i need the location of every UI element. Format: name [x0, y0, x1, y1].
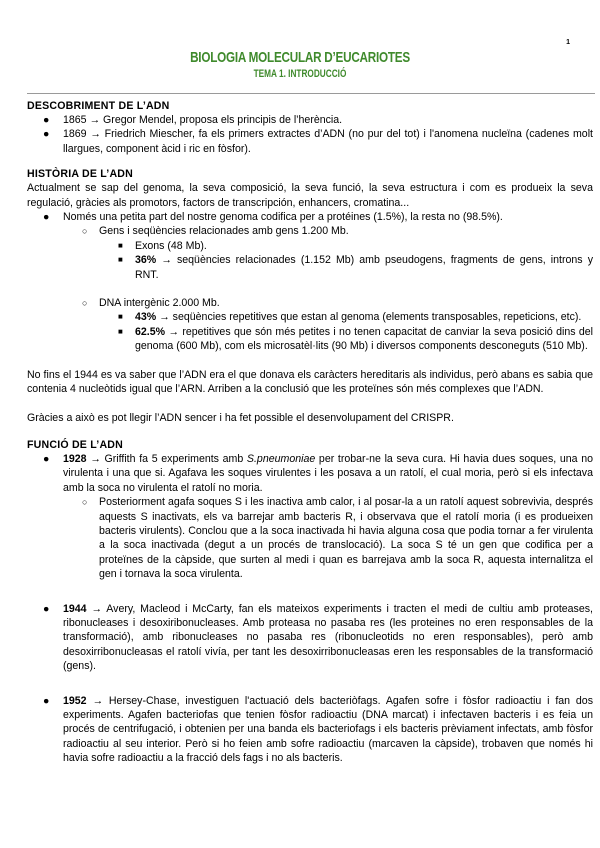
bullet-square-icon: ■ — [118, 240, 123, 250]
bullet-circle-icon: ○ — [82, 497, 88, 508]
section-heading-funcio: FUNCIÓ DE L’ADN — [27, 438, 123, 451]
bullet-circle-icon: ○ — [82, 298, 88, 309]
funcio-list — [27, 452, 593, 766]
bullet-circle-icon: ○ — [82, 226, 88, 237]
bullet-square-icon: ■ — [118, 326, 123, 336]
document-title: BIOLOGIA MOLECULAR D’EUCARIOTES — [190, 49, 410, 66]
list-item: ● 1869 → Friedrich Miescher, fa els primers extractes d’ADN (no pur del tot) i l'anomena nucleïna (cadenes molt llargues, component àcid i ric en fòsfor). — [43, 128, 593, 155]
list-item: ■ 62.5% → repetitives que són més petites i no tenen capacitat de canviar la seva posició dins del genoma (600 Mb), com els microsatèl·lits (90 Mb) i diversos components desconeguts (510 Mb). — [118, 325, 593, 353]
bullet-disc-icon: ● — [43, 211, 50, 224]
historia-list — [27, 210, 593, 354]
list-item: ○ Gens i seqüències relacionades amb gens 1.200 Mb. — [82, 225, 349, 238]
header-divider — [27, 93, 595, 94]
bullet-disc-icon: ● — [43, 114, 50, 126]
list-item-1944: ● 1944 → Avery, Macleod i McCarty, fan els mateixos experiments i tracten el medi de cultiu amb proteases, ribonucleases i desoxiribonucleases. Amb proteasa no pasaba res (les proteines no eren responsables de la transformació), amb ribonucleases no pasaba res (ribonucleotids no eren responsables), però amb desoxirribonucleasas el ratolí vivía, per tant les desoxirribonucleasas eren les responsables de la transformació (gens). — [43, 602, 593, 673]
document-body — [27, 99, 593, 766]
document-subtitle: TEMA 1. INTRODUCCIÓ — [253, 68, 347, 80]
bullet-disc-icon: ● — [43, 602, 50, 615]
list-item-1952: ● 1952 → Hersey-Chase, investiguen l'actuació dels bacteriòfags. Agafen sofre i fòsfor radioactiu i fan dos experiments. Agafen bacteriofas que tenien fòsfor radioactiu (DNA marcat) i infectaven bacteris i es feia un procés de centrifugació, i obtenien per una banda els bacteriofags i els bacteris prèviament infectats, amb fòsfor radioactiu al seu interior. Però si ho feien amb sofre radioactiu (marcaven la càpside), trobaven que només hi havia sofre radioactiu a la fracció dels fags i no als bacteris. — [43, 694, 593, 765]
historia-paragraph-2: Gràcies a això es pot llegir l’ADN sencer i ha fet possible el desenvolupament del CRISPR. — [27, 411, 454, 424]
page-number: 1 — [566, 39, 570, 46]
list-item: ■ 36% → seqüències relacionades (1.152 Mb) amb pseudogens, fragments de gens, introns y RNT. — [118, 254, 593, 281]
list-item: ● Només una petita part del nostre genoma codifica per a protéines (1.5%), la resta no (98.5%). — [43, 211, 503, 224]
list-item: ○ Posteriorment agafa soques S i les inactiva amb calor, i al posar-la a un ratolí aquest sobrevivia, després aquests S inactivats, els va barrejar amb bacteris R, i observava que el ratolí moria (i es produeixen bacteris virulents). Conclou que a la soca inactivada hi havia alguna cosa que podia tornar a fer virulenta a la soca inactivada (degut a un procés de translocació). La soca S té un gen que codifica per a proteïnes de la càpside, que surten al medi i quan es barrejava amb la soca R, aquesta internalitza el gen i tornava la soca virulenta. — [82, 496, 593, 581]
bullet-square-icon: ■ — [118, 255, 123, 265]
list-item: ● 1865 → Gregor Mendel, proposa els principis de l’herència. — [43, 114, 343, 126]
section-heading-historia: HISTÒRIA DE L’ADN — [27, 168, 134, 181]
section-heading-descobriment: DESCOBRIMENT DE L’ADN — [27, 100, 170, 112]
bullet-disc-icon: ● — [43, 452, 50, 465]
list-item: ■ 43% → seqüències repetitives que estan al genoma (elements transposables, repeticions, etc). — [118, 311, 582, 324]
list-item: ■ Exons (48 Mb). — [118, 239, 207, 252]
bullet-disc-icon: ● — [43, 128, 50, 141]
bullet-square-icon: ■ — [118, 312, 123, 322]
bullet-disc-icon: ● — [43, 694, 50, 707]
historia-intro: Actualment se sap del genoma, la seva composició, la seva funció, la seva estructura i com es produeix la seva regulació, gràcies als promotors, factors de transcripción, enhancers, cromatina... — [27, 182, 593, 209]
historia-paragraph-1: No fins el 1944 es va saber que l’ADN era el que donava els caràcters hereditaris als individus, però abans es sabia que contenia 4 nucleòtids igual que l’ARN. Arriben a la conclusió que les proteïnes són més complexes que l’ADN. — [27, 368, 593, 396]
descobriment-list — [27, 113, 593, 156]
list-item-1928: ● 1928 → Griffith fa 5 experiments amb S.pneumoniae per trobar-ne la seva cura. Hi havia dues soques, una no virulenta i una que si. Agafava les soques virulentes i les posava a un ratolí, el cual moria, però si els infectava amb la soca no virulenta el ratolí no moria. — [43, 452, 593, 494]
list-item: ○ DNA intergènic 2.000 Mb. — [82, 297, 220, 310]
